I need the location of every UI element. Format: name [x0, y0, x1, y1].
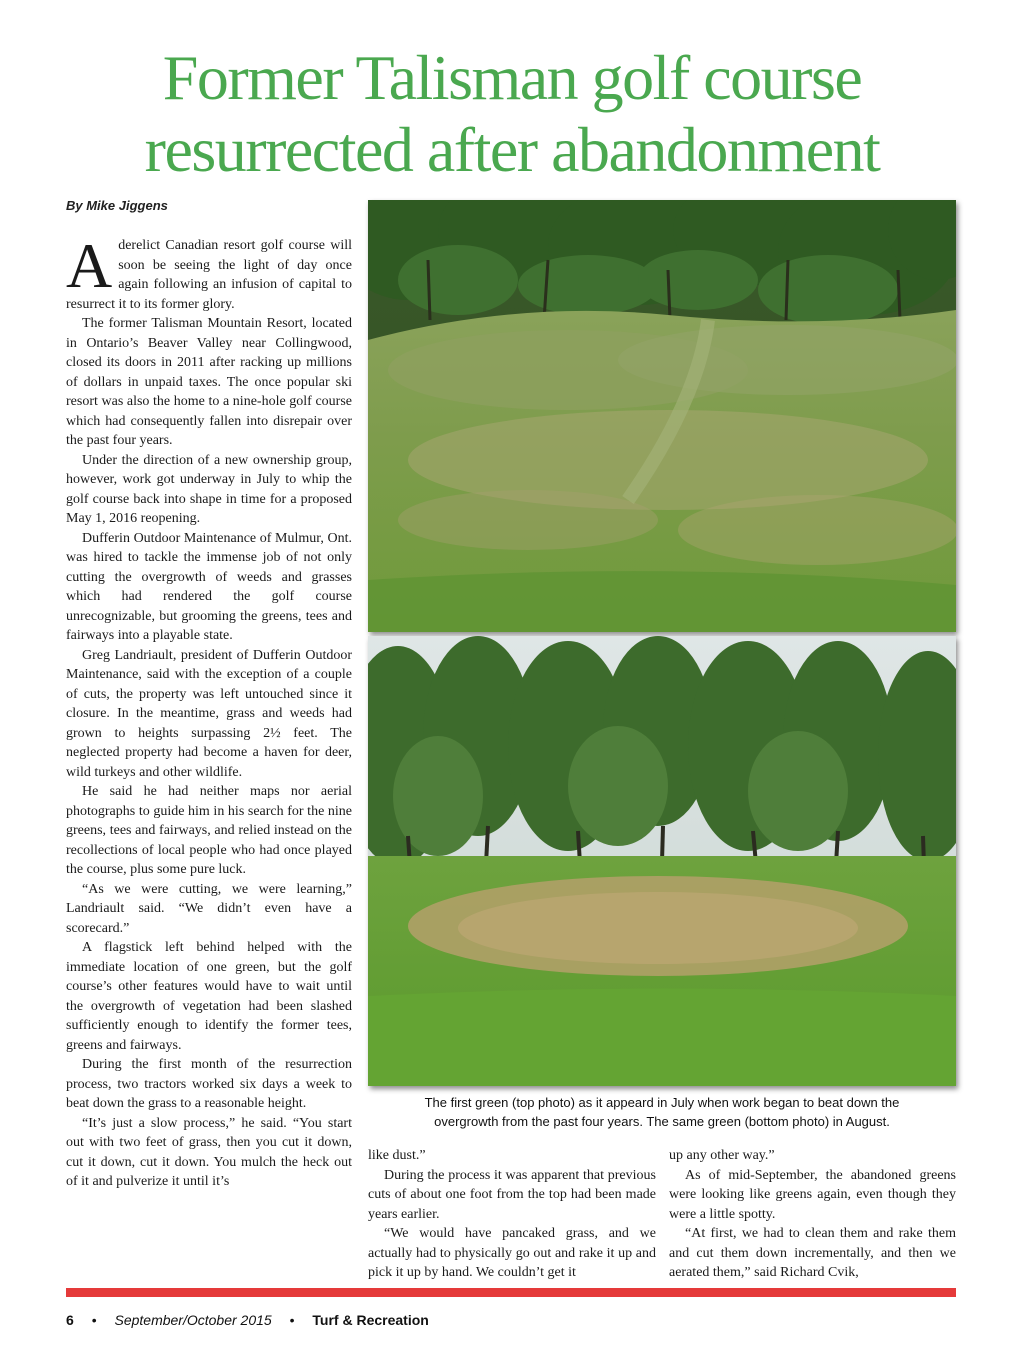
- paragraph: [66, 236, 352, 314]
- headline-line-2: resurrected after abandonment: [144, 114, 880, 185]
- page-number: 6: [66, 1312, 74, 1328]
- footer-separator: •: [289, 1312, 295, 1328]
- paragraph: “It’s just a slow process,” he said. “You start out with two feet of grass, then you cut it down, cut it down, cut it down. You mulch the heck out of it and pulverize it until it’s: [66, 1115, 352, 1189]
- article-column-2: [368, 1146, 656, 1286]
- issue-date: September/October 2015: [114, 1312, 272, 1328]
- paragraph-text: derelict Canadian resort golf course will soon be seeing the light of day once again following an infusion of capital to resurrect it to its former glory.: [66, 238, 352, 312]
- photo-overgrown-green: [368, 200, 956, 632]
- article-column-1: [66, 236, 352, 1286]
- paragraph: like dust.”: [368, 1148, 426, 1163]
- caption-line-2: overgrowth from the past four years. The same green (bottom photo) in August.: [434, 1114, 890, 1129]
- paragraph: During the process it was apparent that previous cuts of about one foot from the top had been made years earlier.: [368, 1167, 656, 1222]
- headline-line-1: Former Talisman golf course: [162, 42, 862, 113]
- headline: [0, 42, 1024, 186]
- paragraph: As of mid-September, the abandoned greens were looking like greens again, even though they were a little spotty.: [669, 1167, 956, 1222]
- publication-name: Turf & Recreation: [312, 1312, 429, 1328]
- paragraph: Under the direction of a new ownership group, however, work got underway in July to whip the golf course back into shape in time for a proposed May 1, 2016 reopening.: [66, 452, 352, 526]
- paragraph: “As we were cutting, we were learning,” Landriault said. “We didn’t even have a scorecard.”: [66, 881, 352, 936]
- photo-restored-green: [368, 636, 956, 1086]
- caption-line-1: The first green (top photo) as it appeard in July when work began to beat down the: [424, 1095, 900, 1110]
- footer-separator: •: [91, 1312, 97, 1328]
- byline: By Mike Jiggens: [66, 198, 168, 213]
- paragraph: “At first, we had to clean them and rake them and cut them down incrementally, and then we aerated them,” said Richard Cvik,: [669, 1226, 956, 1280]
- paragraph: Greg Landriault, president of Dufferin Outdoor Maintenance, said with the exception of a couple of cuts, the property was left untouched since it closure. In the meantime, grass and weeds had grown to heights surpassing 2½ feet. The neglected property had become a haven for deer, wild turkeys and other wildlife.: [66, 647, 352, 780]
- page-footer: [66, 1312, 966, 1328]
- article-column-3: [669, 1146, 956, 1286]
- footer-rule: [66, 1288, 956, 1297]
- paragraph: Dufferin Outdoor Maintenance of Mulmur, Ont. was hired to tackle the immense job of not only cutting the overgrowth of weeds and grasses which had rendered the golf course unrecognizable, but grooming the greens, tees and fairways into a playable state.: [66, 530, 352, 643]
- drop-cap: A: [66, 236, 113, 301]
- paragraph: “We would have pancaked grass, and we actually had to physically go out and rake it up and pick it up by hand. We couldn’t get it: [368, 1226, 656, 1280]
- paragraph: up any other way.”: [669, 1148, 775, 1163]
- paragraph: During the first month of the resurrection process, two tractors worked six days a week to beat down the grass to a reasonable height.: [66, 1057, 352, 1111]
- photo-caption: [368, 1093, 956, 1131]
- paragraph: A flagstick left behind helped with the immediate location of one green, but the golf course’s other features would have to wait until the overgrowth of vegetation had been slashed sufficiently enough to identify the former tees, greens and fairways.: [66, 940, 352, 1053]
- paragraph: The former Talisman Mountain Resort, located in Ontario’s Beaver Valley near Collingwood, closed its doors in 2011 after racking up millions of dollars in unpaid taxes. The once popular ski resort was also the home to a nine-hole golf course which had consequently fallen into disrepair over the past four years.: [66, 316, 352, 448]
- paragraph: He said he had neither maps nor aerial photographs to guide him in his search for the nine greens, tees and fairways, and relied instead on the recollections of local people who had once played the course, plus some pure luck.: [66, 784, 352, 877]
